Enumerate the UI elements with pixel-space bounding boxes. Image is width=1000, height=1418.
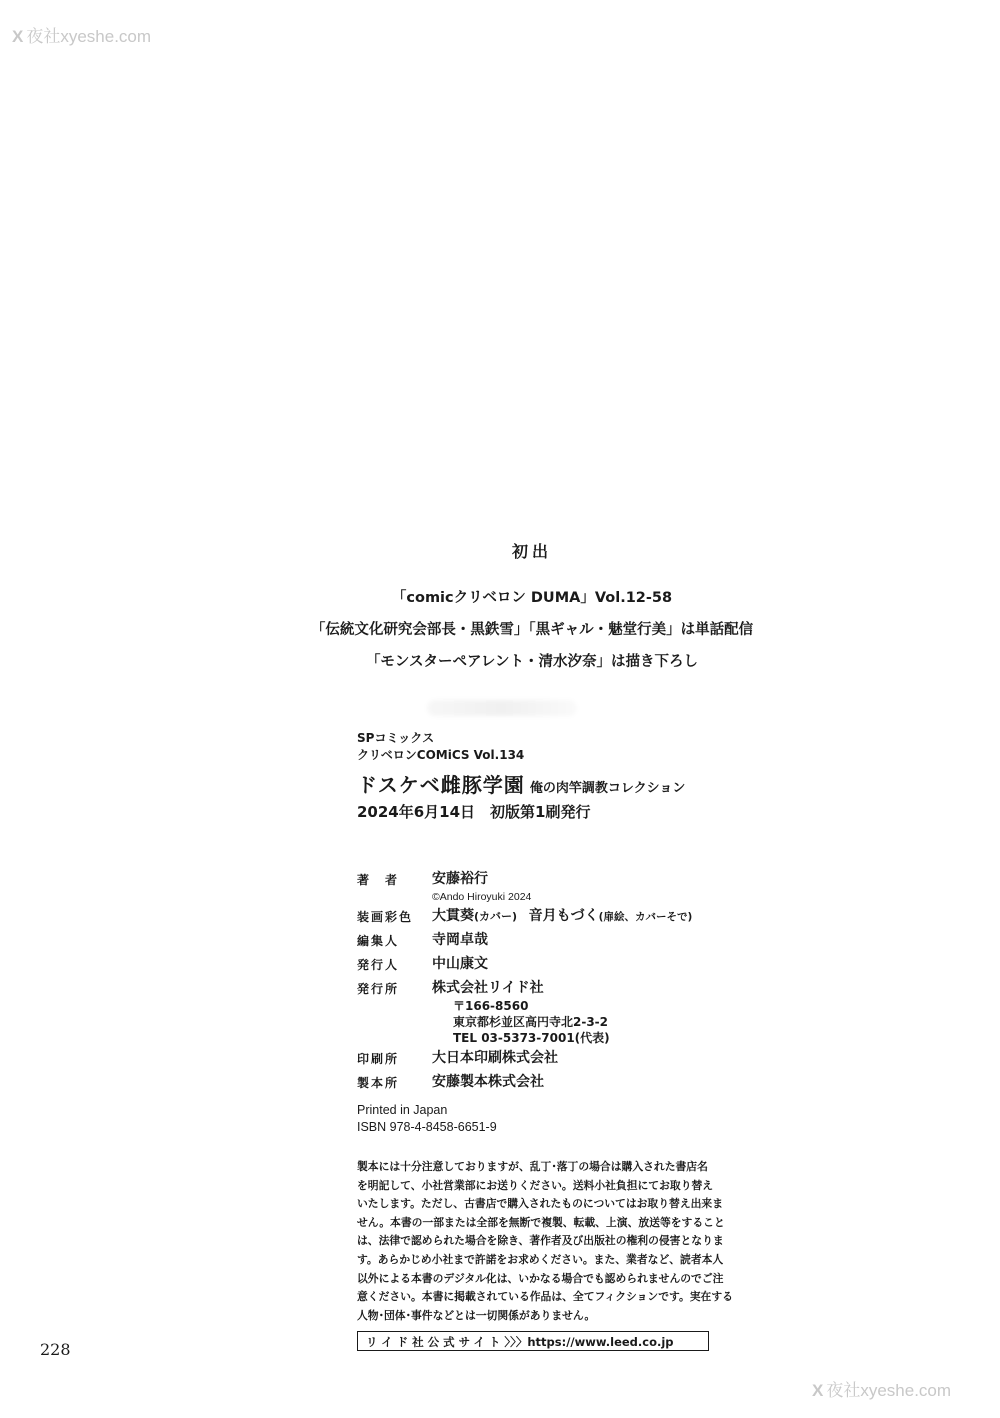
isbn: ISBN 978-4-8458-6651-9 bbox=[357, 1120, 497, 1134]
notice-line: 人物･団体･事件などとは一切関係がありません。 bbox=[357, 1308, 596, 1322]
book-subtitle: 俺の肉竿調教コレクション bbox=[529, 781, 686, 796]
cover-color-label: 装画彩色 bbox=[357, 910, 414, 924]
notice-line: は、法律で認められた場合を除き、著作者及び出版社の権利の侵害となりま bbox=[357, 1234, 724, 1248]
author-label: 著 者 bbox=[357, 873, 400, 887]
notice-line: 以外による本書のデジタル化は、いかなる場合でも認められませんのでご注 bbox=[357, 1271, 724, 1285]
watermark-text: 夜社xyeshe.com bbox=[26, 27, 152, 46]
binder-value: 安藤製本株式会社 bbox=[432, 1074, 544, 1090]
series-line-1: SPコミックス bbox=[357, 731, 435, 745]
editor-value: 寺岡卓哉 bbox=[432, 932, 488, 948]
watermark-x-icon: X bbox=[812, 1381, 824, 1400]
official-site-box[interactable] bbox=[357, 1331, 709, 1351]
first-appearance-line-1: 「comicクリベロン DUMA」Vol.12-58 bbox=[391, 590, 673, 606]
author-value: 安藤裕行 bbox=[432, 871, 488, 887]
faint-stamp-mark bbox=[427, 700, 577, 716]
publisher-label: 発行所 bbox=[357, 982, 400, 996]
first-appearance-line-2: 「伝統文化研究会部長・黒鉄雪」「黒ギャル・魅堂行美」は単話配信 bbox=[310, 622, 754, 638]
official-site-url[interactable]: https://www.leed.co.jp bbox=[527, 1335, 674, 1349]
notice-line: いたします。ただし、古書店で購入されたものについてはお取り替え出来ま bbox=[357, 1197, 724, 1211]
book-title: ドスケベ雌豚学園 bbox=[357, 773, 525, 797]
publisher-value: 株式会社リイド社 bbox=[432, 980, 544, 996]
color-artist-1: 大貫葵 bbox=[432, 908, 474, 924]
editor-label: 編集人 bbox=[357, 934, 400, 948]
notice-line: 製本には十分注意しておりますが、乱丁･落丁の場合は購入された書店名 bbox=[357, 1160, 708, 1173]
color-artist-1-note: (カバー) bbox=[474, 910, 518, 923]
cover-color-credits bbox=[432, 905, 692, 925]
color-artist-2-note: (扉絵、カバーそで) bbox=[598, 911, 693, 923]
notice-line: せん。本書の一部または全部を無断で複製、転載、上演、放送等をすること bbox=[357, 1215, 725, 1229]
official-site-label: リイド社公式サイト bbox=[366, 1335, 505, 1349]
printed-in-japan: Printed in Japan bbox=[357, 1103, 448, 1117]
first-appearance-heading: 初出 bbox=[511, 542, 552, 561]
watermark-text: 夜社xyeshe.com bbox=[826, 1381, 952, 1400]
color-artist-2: 音月もづく bbox=[528, 908, 599, 924]
printer-label: 印刷所 bbox=[357, 1052, 400, 1066]
printer-value: 大日本印刷株式会社 bbox=[432, 1050, 558, 1066]
watermark-top bbox=[12, 22, 151, 47]
publication-date: 2024年6月14日 初版第1刷発行 bbox=[357, 803, 591, 821]
series-line-2: クリベロンCOMiCS Vol.134 bbox=[357, 748, 525, 762]
watermark-x-icon: X bbox=[12, 27, 24, 46]
publisher-address: 東京都杉並区高円寺北2-3-2 bbox=[453, 1015, 609, 1029]
binder-label: 製本所 bbox=[357, 1076, 400, 1090]
page-number: 228 bbox=[40, 1340, 71, 1359]
legal-notice bbox=[357, 1158, 733, 1325]
notice-line: す。あらかじめ小社まで許諾をお求めください。また、業者など、読者本人 bbox=[357, 1252, 724, 1266]
postal-code: 〒166-8560 bbox=[453, 999, 529, 1013]
watermark-bottom bbox=[812, 1376, 951, 1401]
publisher-person-value: 中山康文 bbox=[432, 956, 488, 972]
book-title-row bbox=[357, 769, 685, 798]
notice-line: を明記して、小社営業部にお送りください。送料小社負担にてお取り替え bbox=[357, 1178, 714, 1192]
publisher-person-label: 発行人 bbox=[357, 958, 400, 972]
copyright-line: ©Ando Hiroyuki 2024 bbox=[432, 891, 532, 903]
first-appearance-line-3: 「モンスターペアレント・清水汐奈」は描き下ろし bbox=[365, 654, 699, 670]
publisher-tel: TEL 03-5373-7001(代表) bbox=[453, 1031, 610, 1045]
chevron-right-icon: 〉〉〉 bbox=[504, 1335, 528, 1349]
notice-line: 意ください。本書に掲載されている作品は、全てフィクションです。実在する bbox=[357, 1290, 733, 1304]
